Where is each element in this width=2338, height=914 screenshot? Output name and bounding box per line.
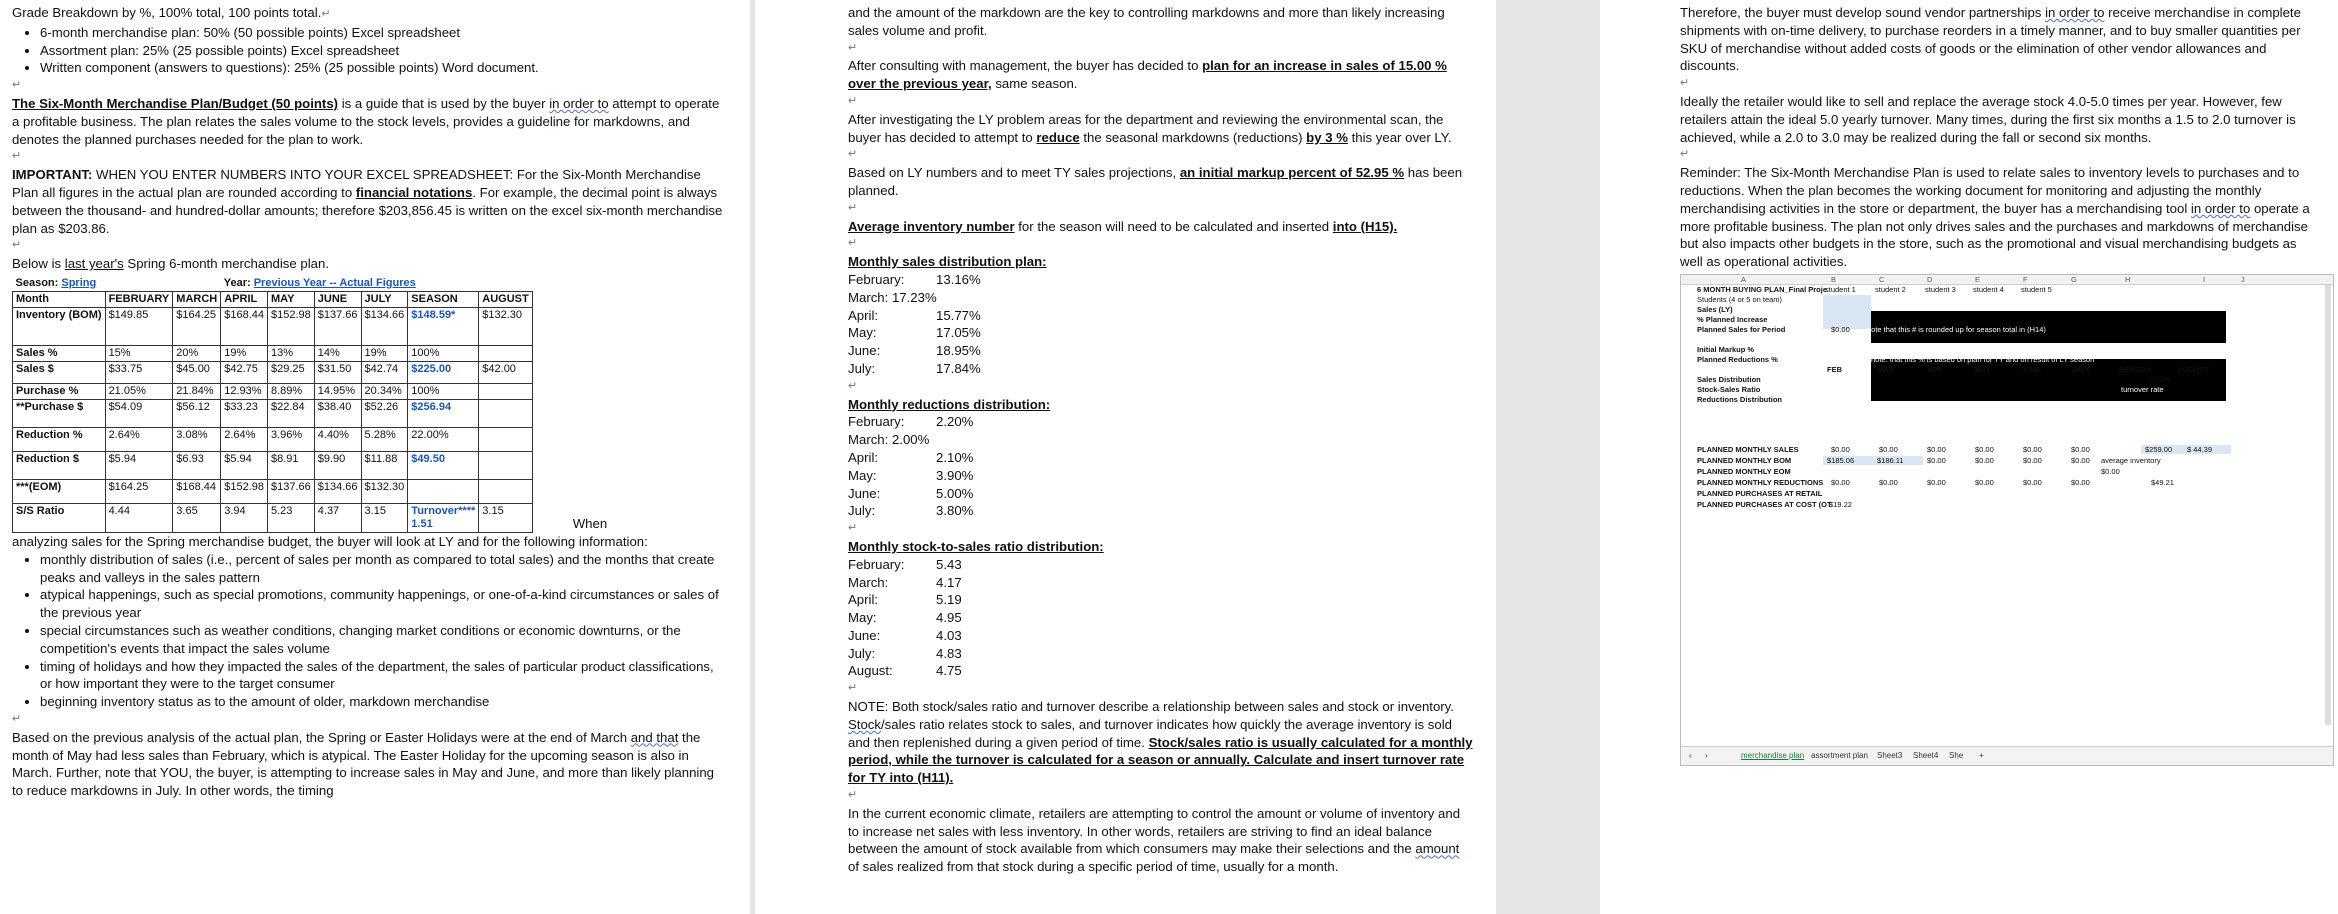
table-row: Inventory (BOM) $149.85 $164.25 $168.44 $152.98 $137.66 $134.66 $148.59* $132.30 bbox=[13, 307, 533, 345]
cell[interactable]: $49.21 bbox=[2151, 478, 2174, 487]
redacted-block bbox=[1871, 359, 2226, 401]
cell[interactable]: $0.00 bbox=[1927, 456, 1946, 465]
list-item: July: 17.84% bbox=[848, 360, 981, 376]
cell[interactable]: Stock-Sales Ratio bbox=[1697, 385, 1761, 394]
cell[interactable]: MAR bbox=[1877, 365, 1895, 374]
cell[interactable]: $0.00 bbox=[2023, 478, 2042, 487]
list-item: February: 5.43 bbox=[848, 556, 962, 572]
list-item: • Assortment plan: 25% (25 possible points) Excel spreadsheet bbox=[40, 42, 724, 60]
list-item: • beginning inventory status as to the amount of older, markdown merchandise bbox=[40, 693, 724, 711]
list-item: • 6-month merchandise plan: 50% (50 possible points) Excel spreadsheet bbox=[40, 24, 724, 42]
cell[interactable]: PLANNED MONTHLY EOM bbox=[1697, 467, 1791, 476]
avg-inventory-paragraph: Average inventory number for the season will need to be calculated and inserted into (H15). bbox=[848, 218, 1398, 234]
table-row: Sales $ $33.75 $45.00 $42.75 $29.25 $31.50 $42.74 $225.00 $42.00 bbox=[13, 361, 533, 383]
nav-right-icon[interactable]: › bbox=[1705, 751, 1708, 760]
six-month-paragraph: The Six-Month Merchandise Plan/Budget (50 points) is a guide that is used by the buyer in order to attempt to operate a profitable business. The plan relates the sales volume to the stock levels, provides a guideline for markdowns, and denotes the planned purchases needed for the plan to work. bbox=[12, 95, 720, 147]
cell[interactable]: $259.00 bbox=[2145, 445, 2173, 454]
cell[interactable]: AUGUST bbox=[2177, 365, 2209, 374]
table-row: Reduction % 2.64% 3.08% 2.64% 3.96% 4.40% 5.28% 22.00% bbox=[13, 427, 533, 451]
when-tail: When bbox=[572, 516, 608, 532]
column-headers: A B C D E F G H I J bbox=[1681, 275, 2333, 285]
add-sheet-icon[interactable]: + bbox=[1979, 751, 1984, 760]
sales-distribution-list bbox=[848, 271, 1474, 378]
tab-merchandise-plan[interactable]: merchandise plan bbox=[1741, 751, 1805, 760]
cell[interactable]: $0.00 bbox=[2023, 456, 2042, 465]
cell[interactable]: $0.00 bbox=[2101, 467, 2120, 476]
page-3 bbox=[1600, 0, 2338, 914]
cell[interactable]: student 1 bbox=[1825, 285, 1856, 294]
embedded-spreadsheet[interactable] bbox=[1680, 274, 2334, 766]
reminder-paragraph: Reminder: The Six-Month Merchandise Plan is used to relate sales to inventory levels to purchases and to reductions. When the plan becomes the working document for monitoring and adjusting the monthly merchandising activities in the store or department, the buyer has a merchandising tool in order to operate a more profitable business. The plan not only drives sales and the purchases and markdowns of merchandise but also impacts other budgets in the store, such as the promotional and visual merchandising budgets as well as operational activities. bbox=[1680, 165, 2310, 270]
cell[interactable]: $0.00 bbox=[1927, 478, 1946, 487]
cell[interactable]: average inventory bbox=[2101, 456, 2161, 465]
list-item: July: 3.80% bbox=[848, 503, 974, 519]
list-item: • atypical happenings, such as special promotions, community happenings, or one-of-a-kind circumstances or sales of the previous year bbox=[40, 586, 724, 622]
highlight-cell bbox=[1823, 295, 1871, 329]
grade-list bbox=[12, 24, 724, 77]
tab-sheet3[interactable]: Sheet3 bbox=[1877, 751, 1903, 760]
page-2 bbox=[755, 0, 1496, 914]
vertical-scrollbar[interactable] bbox=[2325, 285, 2331, 725]
cell[interactable]: student 5 bbox=[2021, 285, 2052, 294]
cell[interactable]: FEB bbox=[1827, 365, 1842, 374]
ideally-paragraph: Ideally the retailer would like to sell and replace the average stock 4.0-5.0 times per year. However, few retailers attain the ideal 5.0 yearly turnover. Many times, during the first six months a 1.5 to 2.0 turnover is achieved, while a 2.0 to 3.0 may be realized during the fall or second six months. bbox=[1680, 93, 2296, 145]
cell[interactable]: PLANNED PURCHASES AT COST (OT bbox=[1697, 500, 1832, 509]
sales-distribution-heading: Monthly sales distribution plan: bbox=[848, 254, 1047, 270]
reductions-distribution-list bbox=[848, 413, 1474, 520]
list-item: June: 18.95% bbox=[848, 343, 981, 359]
list-item: April: 2.10% bbox=[848, 449, 974, 465]
table-row: **Purchase $ $54.09 $56.12 $33.23 $22.84 $38.40 $52.26 $256.94 bbox=[13, 399, 533, 427]
cell[interactable]: PLANNED MONTHLY REDUCTIONS bbox=[1697, 478, 1824, 487]
therefore-paragraph: Therefore, the buyer must develop sound vendor partnerships in order to receive merchandise in complete shipments with on-time delivery, to purchase reorders in a timely manner, and to buy smaller quantities per SKU of merchandise without added costs of goods or the elimination of other vendor allowances and discounts. bbox=[1680, 5, 2301, 74]
cell[interactable]: PLANNED MONTHLY SALES bbox=[1697, 445, 1799, 454]
analyzing-paragraph: analyzing sales for the Spring merchandise budget, the buyer will look at LY and for the following information: bbox=[12, 533, 648, 549]
tab-sheet4[interactable]: Sheet4 bbox=[1913, 751, 1939, 760]
table-row: Reduction $ $5.94 $6.93 $5.94 $8.91 $9.90 $11.88 $49.50 bbox=[13, 451, 533, 479]
cell[interactable]: $0.00 bbox=[1879, 445, 1898, 454]
table-row: Sales % 15% 20% 19% 13% 14% 19% 100% bbox=[13, 345, 533, 361]
cell[interactable]: student 2 bbox=[1875, 285, 1906, 294]
cell[interactable]: 0.00% bbox=[2149, 375, 2171, 384]
cell[interactable]: JUNE bbox=[2021, 365, 2042, 374]
list-item: June: 5.00% bbox=[848, 485, 974, 501]
cell[interactable]: $0.00 bbox=[2023, 445, 2042, 454]
list-item: August: 4.75 bbox=[848, 663, 962, 679]
consult-paragraph: After consulting with management, the buyer has decided to plan for an increase in sales of 15.00 % over the previous year, same season. bbox=[848, 58, 1447, 92]
cell[interactable]: $0.00 bbox=[1975, 445, 1994, 454]
table-row: S/S Ratio 4.44 3.65 3.94 5.23 4.37 3.15 Turnover**** 1.51 3.15 bbox=[13, 503, 533, 532]
cell[interactable]: $19.22 bbox=[1829, 500, 1852, 509]
analysis-list bbox=[12, 551, 724, 711]
cell[interactable]: Planned Reductions % bbox=[1697, 355, 1778, 364]
tab-assortment-plan[interactable]: assortment plan bbox=[1811, 751, 1868, 760]
list-item: • timing of holidays and how they impacted the sales of the department, the sales of particular product classifications, or how important they were to the target consumer bbox=[40, 658, 724, 694]
list-item: March: 4.17 bbox=[848, 574, 962, 590]
important-paragraph: IMPORTANT: WHEN YOU ENTER NUMBERS INTO YOUR EXCEL SPREADSHEET: For the Six-Month Merchandise Plan all figures in the actual plan are rounded according to financial notations. For example, the decimal point is always between the thousand- and hundred-dollar amounts; therefore $203,856.45 is written on the excel six-month merchandise plan as $203.86. bbox=[12, 167, 723, 236]
cell[interactable]: $185.06 bbox=[1827, 456, 1855, 465]
list-item: • monthly distribution of sales (i.e., percent of sales per month as compared to total sales) and the months that create peaks and valleys in the sales pattern bbox=[40, 551, 724, 587]
nav-left-icon[interactable]: ‹ bbox=[1689, 751, 1692, 760]
list-item: July: 4.83 bbox=[848, 645, 962, 661]
page-3-body: Therefore, the buyer must develop sound vendor partnerships in order to receive merchandise in complete shipments with on-time delivery, to purchase reorders in a timely manner, and to buy smaller quantities per SKU of merchandise without added costs of goods or the elimination of other vendor allowances and discounts. ↵ Ideally the retailer would like to sell and replace the average stock 4.0-5.0 times per year. However, few retailers attain the ideal 5.0 yearly turnover. Many times, during the first six months a 1.5 to 2.0 turnover is achieved, while a 2.0 to 3.0 may be realized during the fall or second six months. ↵ Reminder: The Six-Month Merchandise Plan is used to relate sales to inventory levels to purchases and to reductions. When the plan becomes the working document for monitoring and adjusting the monthly merchandising activities in the store or department, the buyer has a merchandising tool in order to operate a more profitable business. The plan not only drives sales and the purchases and markdowns of merchandise but also impacts other budgets in the store, such as the promotional and visual merchandising budgets as well as operational activities. bbox=[1680, 4, 2320, 271]
based-paragraph: Based on the previous analysis of the actual plan, the Spring or Easter Holidays were at the end of March and that the month of May had less sales than February, which is atypical. The Easter Holiday for the upcoming season is also in March. Further, note that YOU, the buyer, is attempting to increase sales in May and June, and more than likely planning to reduce markdowns in July. In other words, the timing bbox=[12, 729, 715, 799]
cell[interactable]: turnover rate bbox=[2121, 385, 2164, 394]
list-item: May: 4.95 bbox=[848, 610, 962, 626]
cell[interactable]: $186.11 bbox=[1877, 456, 1904, 465]
cell[interactable]: $0.00 bbox=[1831, 325, 1850, 334]
cell[interactable]: PLANNED PURCHASES AT RETAIL bbox=[1697, 489, 1823, 498]
below-paragraph: Below is last year's Spring 6-month merchandise plan. bbox=[12, 256, 329, 272]
cell[interactable]: note: that this % is based on plan for TY and on result of LY season bbox=[1871, 355, 2095, 364]
cell[interactable]: student 4 bbox=[1973, 285, 2004, 294]
page-1 bbox=[0, 0, 750, 914]
cell[interactable]: $0.00 bbox=[1975, 456, 1994, 465]
continuation-paragraph: and the amount of the markdown are the key to controlling markdowns and more than likely increasing sales volume and profit. bbox=[848, 5, 1445, 38]
markup-paragraph: Based on LY numbers and to meet TY sales projections, an initial markup percent of 52.95 % has been planned. bbox=[848, 165, 1463, 198]
tab-sheet5[interactable]: She bbox=[1949, 751, 1964, 760]
list-item: March: 17.23% bbox=[848, 289, 937, 305]
list-item: April: 5.19 bbox=[848, 592, 962, 608]
cell[interactable]: JULY bbox=[2071, 365, 2090, 374]
table-header-row: Month FEBRUARY MARCH APRIL MAY JUNE JULY SEASON AUGUST bbox=[13, 291, 533, 307]
cell[interactable]: Initial Markup % bbox=[1697, 345, 1755, 354]
cell[interactable]: $0.00 bbox=[2071, 456, 2090, 465]
cell[interactable]: $0.00 bbox=[1879, 478, 1898, 487]
ss-ratio-heading: Monthly stock-to-sales ratio distribution: bbox=[848, 538, 1104, 554]
cell[interactable]: 6 MONTH BUYING PLAN_Final Proje bbox=[1697, 285, 1828, 294]
list-item: May: 17.05% bbox=[848, 325, 981, 341]
note-paragraph: NOTE: Both stock/sales ratio and turnover describe a relationship between sales and stock or inventory. Stock/sales ratio relates stock to sales, and turnover indicates how quickly the average inventory is sold and then replenished during a given period of time. Stock/sales ratio is usually calculated for a monthly period, while the turnover is calculated for a season or annually. Calculate and insert turnover rate for TY into (H11). bbox=[848, 699, 1473, 786]
cell[interactable]: % Planned Increase bbox=[1697, 315, 1768, 324]
list-item: May: 3.90% bbox=[848, 467, 974, 483]
cell[interactable]: $0.00 bbox=[1927, 445, 1946, 454]
cell[interactable]: $0.00 bbox=[1975, 478, 1994, 487]
reductions-distribution-heading: Monthly reductions distribution: bbox=[848, 396, 1051, 412]
cell[interactable]: $ 44.39 bbox=[2187, 445, 2213, 454]
cell[interactable]: Students (4 or 5 on team) bbox=[1697, 295, 1783, 304]
cell[interactable]: APR bbox=[1927, 365, 1943, 374]
cell[interactable]: Sales Distribution bbox=[1697, 375, 1761, 384]
ly-plan-table bbox=[12, 276, 533, 533]
page-1-body: Grade Breakdown by %, 100% total, 100 points total.↵ • 6-month merchandise plan: 50% (50 possible points) Excel spreadsheet • Assortment plan: 25% (25 possible points) Excel spreadsheet • Written component (answers to questions): 25% (25 possible points) Word document. ↵ The Six-Month Merchandise Plan/Budget (50 points) is a guide that is used by the buyer in order to attempt to operate a profitable business. The plan relates the sales volume to the stock levels, provides a guideline for markdowns, and denotes the planned purchases needed for the plan to work. ↵ IMPORTANT: WHEN YOU ENTER NUMBERS INTO YOUR EXCEL SPREADSHEET: For the Six-Month Merchandise Plan all figures in the actual plan are rounded according to financial notations. For example, the decimal point is always between the thousand- and hundred-dollar amounts; therefore $203,856.45 is written on the excel six-month merchandise plan as $203.86. ↵ Below is last year's Spring 6-month merchandise plan. Season: Spring Year: Previous Year -- Actual Figures Month FEBRUARY MARCH APRIL MAY JUNE JULY SEASON AUGUST Inventory (BOM) $149.85 $164.25 $168.44 $152.98 $137.66 $134.66 $148.59* $132.30 Sales % 15% 20% 19% 13% 14% 19% 100% Sales $ $33.75 $45.00 $42.75 $29.25 $31.50 $42.74 $225.00 $42.00 Purchase % 21.05% 21.84% 12.93% 8.89% 14.95% 20.34% 100% **Purchase $ $54.09 $56.12 $33.23 $22.84 $38.40 $52.26 $256.94 Reduction % 2.64% 3.08% 2.64% 3.96% 4.40% 5.28% 22.00% Reduction $ $5.94 $6.93 $5.94 $8.91 $9.90 $11.88 $49.50 ***(EOM) $164.25 $168.44 $152.98 $137.66 $134.66 $132.30 S/S Ratio 4.44 3.65 3.94 5.23 4.37 3.15 Turnover**** 1.51 3.15 When analyzing sales for the Spring merchandise budget, the buyer will look at LY and for the following information: • monthly distribution of sales (i.e., percent of sales per month as compared to total sales) and the months that create peaks and valleys in the sales pattern • atypical happenings, such as special promotions, community happenings, or one-of-a-kind circumstances or sales of the previous year • special circumstances such as weather conditions, changing market conditions or economic downturns, or the competition's events that impact the sales volume • timing of holidays and how they impacted the sales of the department, the sales of particular product classifications, or how important they were to the target consumer • beginning inventory status as to the amount of older, markdown merchandise ↵ Based on the previous analysis of the actual plan, the Spring or Easter Holidays were at the end of March and that the month of May had less sales than February, which is atypical. The Easter Holiday for the upcoming season is also in March. Further, note that YOU, the buyer, is attempting to increase sales in May and June, and more than likely planning to reduce markdowns in July. In other words, the timing bbox=[12, 4, 724, 800]
list-item: February: 2.20% bbox=[848, 414, 974, 430]
cell[interactable]: $0.00 bbox=[2071, 478, 2090, 487]
cell[interactable]: Reductions Distribution bbox=[1697, 395, 1782, 404]
economic-paragraph: In the current economic climate, retailers are attempting to control the amount or volume of inventory and to increase net sales with less inventory. In other words, retailers are striving to find an ideal balance between the amount of stock available from which consumers may make their selections and the amount of sales realized from that stock during a specific period of time, usually for a month. bbox=[848, 805, 1461, 875]
page-2-body: and the amount of the markdown are the key to controlling markdowns and more than likely increasing sales volume and profit. ↵ After consulting with management, the buyer has decided to plan for an increase in sales of 15.00 % over the previous year, same season. ↵ After investigating the LY problem areas for the department and reviewing the environmental scan, the buyer has decided to attempt to reduce the seasonal markdowns (reductions) by 3 % this year over LY. ↵ Based on LY numbers and to meet TY sales projections, an initial markup percent of 52.95 % has been planned. ↵ Average inventory number for the season will need to be calculated and inserted into (H15). ↵ Monthly sales distribution plan: February: 13.16% March: 17.23% April: 15.77% May: 17.05% June: 18.95% July: 17.84% ↵ Monthly reductions distribution: February: 2.20% March: 2.00% April: 2.10% May: 3.90% June: 5.00% July: 3.80% ↵ Monthly stock-to-sales ratio distribution: February: 5.43 March: 4.17 April: 5.19 May: 4.95 June: 4.03 July: 4.83 August: 4.75 ↵ NOTE: Both stock/sales ratio and turnover describe a relationship between sales and stock or inventory. Stock/sales ratio relates stock to sales, and turnover indicates how quickly the average inventory is sold and then replenished during a given period of time. Stock/sales ratio is usually calculated for a monthly period, while the turnover is calculated for a season or annually. Calculate and insert turnover rate for TY into (H11). ↵ In the current economic climate, retailers are attempting to control the amount or volume of inventory and to increase net sales with less inventory. In other words, retailers are striving to find an ideal balance between the amount of stock available from which consumers may make their selections and the amount of sales realized from that stock during a specific period of time, usually for a month. bbox=[848, 5, 1473, 875]
table-row: Season: Spring Year: Previous Year -- Actual Figures bbox=[15, 276, 416, 289]
cell[interactable]: student 3 bbox=[1925, 285, 1956, 294]
list-item: • special circumstances such as weather conditions, changing market conditions or economic downturns, or the competition's events that impact the sales volume bbox=[40, 622, 724, 658]
cell[interactable]: $0.00 bbox=[2071, 445, 2090, 454]
list-item: February: 13.16% bbox=[848, 271, 981, 287]
cell[interactable]: Planned Sales for Period bbox=[1697, 325, 1786, 334]
cell[interactable]: MAY bbox=[1975, 365, 1991, 374]
investigate-paragraph: After investigating the LY problem areas for the department and reviewing the environmental scan, the buyer has decided to attempt to reduce the seasonal markdowns (reductions) by 3 % this year over LY. bbox=[848, 111, 1452, 145]
ss-ratio-list bbox=[848, 556, 1474, 681]
sheet-tabs bbox=[1681, 746, 2333, 765]
table-row: ***(EOM) $164.25 $168.44 $152.98 $137.66 $134.66 $132.30 bbox=[13, 479, 533, 503]
grade-heading: Grade Breakdown by %, 100% total, 100 points total.↵ bbox=[12, 5, 331, 20]
list-item: March: 2.00% bbox=[848, 432, 930, 448]
cell[interactable]: SEASON bbox=[2119, 365, 2151, 374]
list-item: April: 15.77% bbox=[848, 307, 981, 323]
cell[interactable]: $0.00 bbox=[1831, 445, 1850, 454]
cell[interactable]: note that this # is rounded up for season total in (H14) bbox=[1867, 325, 2046, 334]
list-item: • Written component (answers to questions): 25% (25 possible points) Word document. bbox=[40, 59, 724, 77]
cell[interactable]: $0.00 bbox=[1831, 478, 1850, 487]
cell[interactable]: PLANNED MONTHLY BOM bbox=[1697, 456, 1792, 465]
cell[interactable]: Sales (LY) bbox=[1697, 305, 1733, 314]
table-row: Purchase % 21.05% 21.84% 12.93% 8.89% 14.95% 20.34% 100% bbox=[13, 383, 533, 399]
list-item: June: 4.03 bbox=[848, 627, 962, 643]
